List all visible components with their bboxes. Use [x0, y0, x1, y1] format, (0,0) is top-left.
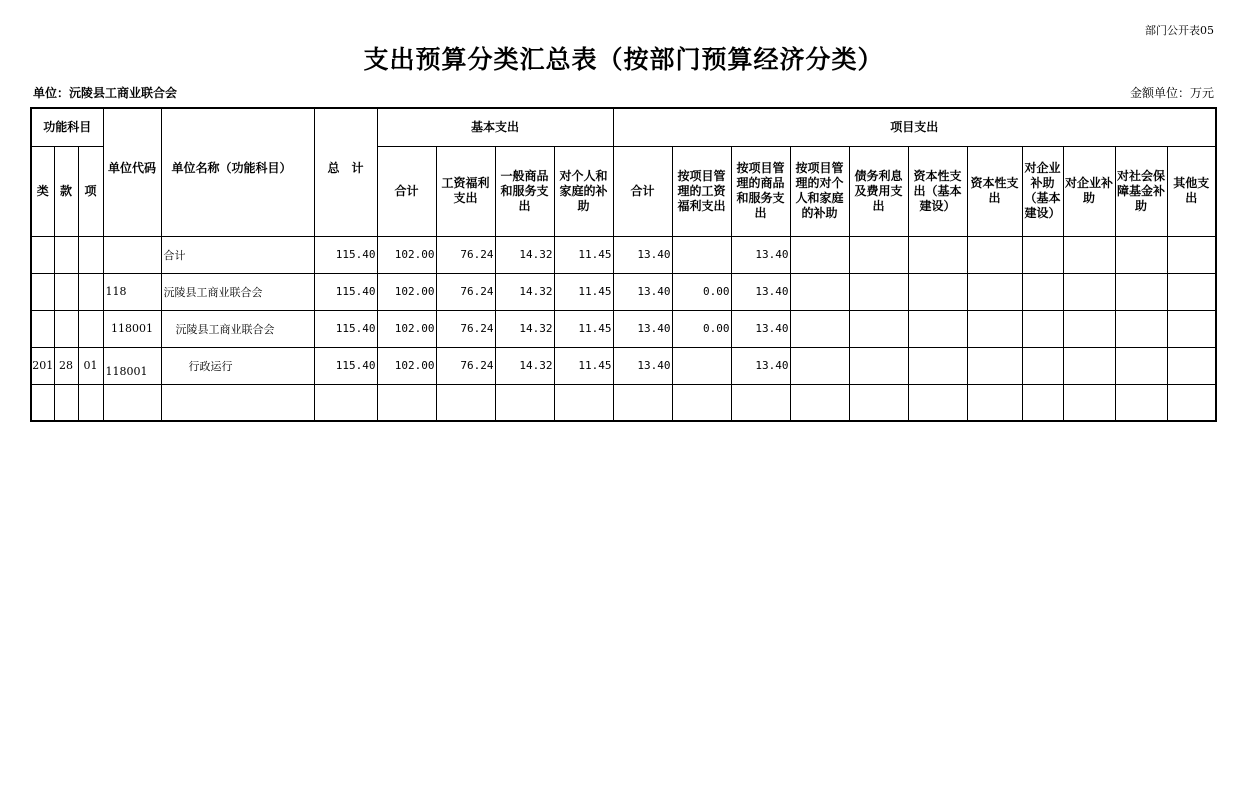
cell-empty — [1115, 236, 1167, 273]
cell-empty — [1063, 347, 1115, 384]
cell-unit-code: 118 — [103, 273, 161, 310]
cell-personal: 11.45 — [554, 273, 613, 310]
cell-project-goods: 13.40 — [731, 273, 790, 310]
cell-empty — [967, 236, 1022, 273]
cell-basic-total: 102.00 — [377, 347, 436, 384]
header-social-security: 对社会保障基金补助 — [1115, 146, 1167, 236]
cell-empty — [1022, 347, 1063, 384]
header-lei: 类 — [31, 146, 54, 236]
cell-empty — [790, 347, 849, 384]
cell-goods: 14.32 — [495, 273, 554, 310]
cell-basic-total: 102.00 — [377, 310, 436, 347]
cell-kuan — [54, 236, 78, 273]
cell-empty — [908, 273, 967, 310]
cell-kuan — [54, 310, 78, 347]
cell-empty — [967, 347, 1022, 384]
cell-basic-total: 102.00 — [377, 273, 436, 310]
cell-project-salary: 0.00 — [672, 273, 731, 310]
cell-unit-name: 行政运行 — [161, 347, 314, 384]
header-salary: 工资福利支出 — [436, 146, 495, 236]
budget-table — [30, 107, 1217, 422]
cell-empty — [967, 310, 1022, 347]
header-debt-interest: 债务利息及费用支出 — [849, 146, 908, 236]
cell-personal: 11.45 — [554, 310, 613, 347]
cell-project-total: 13.40 — [613, 310, 672, 347]
cell-total: 115.40 — [314, 310, 377, 347]
header-project-personal: 按项目管理的对个人和家庭的补助 — [790, 146, 849, 236]
table-row-blank — [31, 384, 1216, 421]
cell-goods: 14.32 — [495, 310, 554, 347]
header-project-salary: 按项目管理的工资福利支出 — [672, 146, 731, 236]
header-project-total: 合计 — [613, 146, 672, 236]
cell-empty — [1167, 236, 1216, 273]
cell-total: 115.40 — [314, 236, 377, 273]
header-unit-name: 单位名称（功能科目） — [161, 108, 314, 236]
cell-personal: 11.45 — [554, 236, 613, 273]
cell-xiang: 01 — [78, 347, 103, 384]
cell-unit-name: 合计 — [161, 236, 314, 273]
cell-lei: 201 — [31, 347, 54, 384]
cell-lei — [31, 236, 54, 273]
header-project-goods: 按项目管理的商品和服务支出 — [731, 146, 790, 236]
cell-empty — [1167, 347, 1216, 384]
header-other: 其他支出 — [1167, 146, 1216, 236]
table-row — [31, 273, 1216, 310]
cell-goods: 14.32 — [495, 236, 554, 273]
header-capital: 资本性支出 — [967, 146, 1022, 236]
cell-project-total: 13.40 — [613, 347, 672, 384]
table-row — [31, 310, 1216, 347]
header-function-subject: 功能科目 — [31, 108, 103, 146]
header-enterprise: 对企业补助 — [1063, 146, 1115, 236]
cell-empty — [1063, 236, 1115, 273]
cell-salary: 76.24 — [436, 310, 495, 347]
cell-project-goods: 13.40 — [731, 236, 790, 273]
money-unit-label: 金额单位：万元 — [1129, 86, 1214, 100]
cell-empty — [1063, 273, 1115, 310]
cell-unit-code: 118001 — [103, 347, 161, 384]
cell-empty — [790, 236, 849, 273]
cell-project-salary — [672, 236, 731, 273]
table-row — [31, 236, 1216, 273]
cell-unit-name: 沅陵县工商业联合会 — [161, 310, 314, 347]
cell-kuan: 28 — [54, 347, 78, 384]
cell-xiang — [78, 273, 103, 310]
cell-empty — [1167, 273, 1216, 310]
header-capital-basic: 资本性支出（基本建设） — [908, 146, 967, 236]
table-row — [31, 347, 1216, 384]
cell-empty — [1115, 310, 1167, 347]
header-basic-expenditure: 基本支出 — [377, 108, 613, 146]
header-total: 总 计 — [314, 108, 377, 236]
cell-empty — [849, 347, 908, 384]
page-title: 支出预算分类汇总表（按部门预算经济分类） — [363, 45, 884, 74]
cell-project-goods: 13.40 — [731, 310, 790, 347]
header-personal-subsidy: 对个人和家庭的补助 — [554, 146, 613, 236]
cell-empty — [790, 310, 849, 347]
cell-empty — [1063, 310, 1115, 347]
cell-empty — [849, 310, 908, 347]
unit-label: 单位：沅陵县工商业联合会 — [33, 86, 178, 100]
header-xiang: 项 — [78, 146, 103, 236]
cell-basic-total: 102.00 — [377, 236, 436, 273]
cell-empty — [908, 310, 967, 347]
cell-empty — [790, 273, 849, 310]
cell-empty — [967, 273, 1022, 310]
header-basic-total: 合计 — [377, 146, 436, 236]
cell-project-total: 13.40 — [613, 273, 672, 310]
cell-salary: 76.24 — [436, 347, 495, 384]
header-kuan: 款 — [54, 146, 78, 236]
cell-salary: 76.24 — [436, 273, 495, 310]
cell-kuan — [54, 273, 78, 310]
cell-project-salary: 0.00 — [672, 310, 731, 347]
cell-empty — [1167, 310, 1216, 347]
cell-goods: 14.32 — [495, 347, 554, 384]
cell-unit-code: 118001 — [103, 310, 161, 347]
cell-empty — [908, 347, 967, 384]
cell-empty — [849, 273, 908, 310]
cell-lei — [31, 273, 54, 310]
cell-total: 115.40 — [314, 273, 377, 310]
cell-total: 115.40 — [314, 347, 377, 384]
cell-project-salary — [672, 347, 731, 384]
cell-unit-code — [103, 236, 161, 273]
cell-unit-name: 沅陵县工商业联合会 — [161, 273, 314, 310]
cell-empty — [1022, 273, 1063, 310]
cell-empty — [849, 236, 908, 273]
cell-salary: 76.24 — [436, 236, 495, 273]
cell-xiang — [78, 236, 103, 273]
cell-project-total: 13.40 — [613, 236, 672, 273]
cell-xiang — [78, 310, 103, 347]
cell-project-goods: 13.40 — [731, 347, 790, 384]
header-unit-code: 单位代码 — [103, 108, 161, 236]
cell-empty — [908, 236, 967, 273]
cell-empty — [1115, 273, 1167, 310]
form-code: 部门公开表05 — [1145, 24, 1214, 37]
cell-personal: 11.45 — [554, 347, 613, 384]
cell-empty — [1022, 236, 1063, 273]
cell-empty — [1022, 310, 1063, 347]
cell-empty — [1115, 347, 1167, 384]
cell-lei — [31, 310, 54, 347]
header-goods-services: 一般商品和服务支出 — [495, 146, 554, 236]
header-enterprise-basic: 对企业补助（基本建设） — [1022, 146, 1063, 236]
header-project-expenditure: 项目支出 — [613, 108, 1216, 146]
